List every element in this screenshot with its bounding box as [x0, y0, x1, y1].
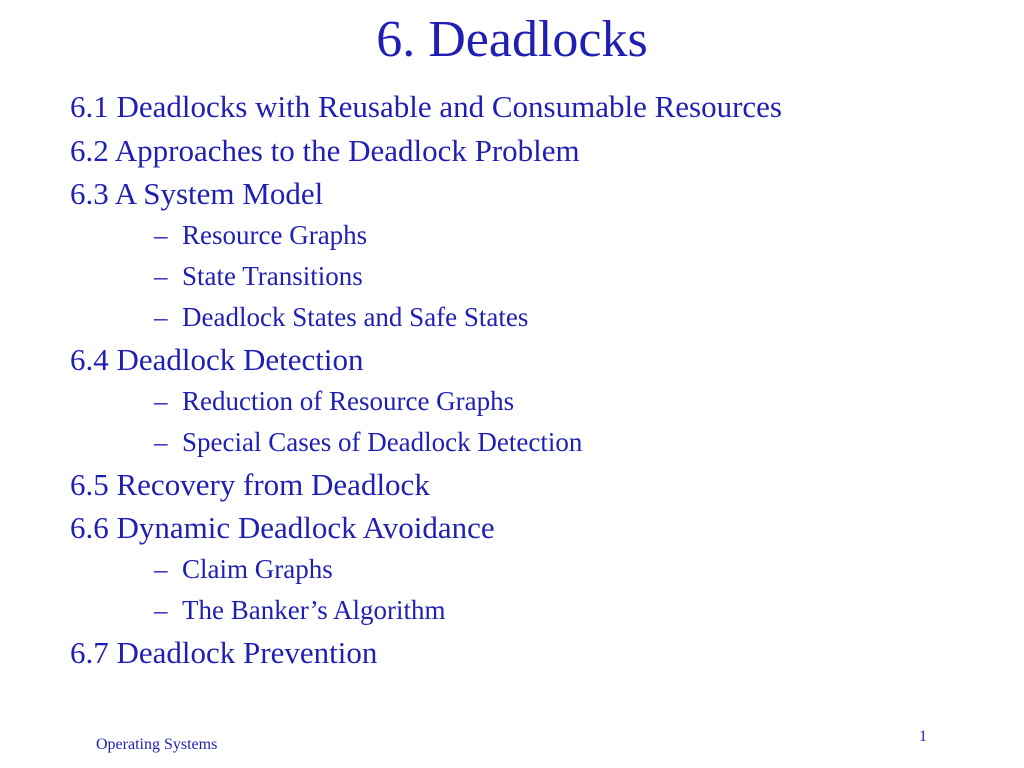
- subsection-label: Deadlock States and Safe States: [182, 302, 529, 332]
- slide-number: 1: [919, 728, 927, 745]
- dash-bullet: –: [154, 554, 168, 584]
- dash-bullet: –: [154, 386, 168, 416]
- subsection-state-transitions: [70, 256, 970, 297]
- section-6-3: 6.3 A System Model: [70, 176, 324, 211]
- subsection-label: Reduction of Resource Graphs: [182, 386, 515, 416]
- subsection-reduction: [70, 381, 970, 422]
- footer-course-title: Operating Systems: [96, 736, 218, 753]
- subsection-label: Claim Graphs: [182, 554, 333, 584]
- subsection-claim-graphs: [70, 549, 970, 590]
- dash-bullet: –: [154, 220, 168, 250]
- section-6-2: 6.2 Approaches to the Deadlock Problem: [70, 133, 580, 168]
- section-6-7: 6.7 Deadlock Prevention: [70, 635, 378, 670]
- subsection-label: Resource Graphs: [182, 220, 368, 250]
- page-title: 6. Deadlocks: [376, 11, 648, 68]
- section-6-1: 6.1 Deadlocks with Reusable and Consumable Resources: [70, 89, 782, 124]
- section-6-5: 6.5 Recovery from Deadlock: [70, 467, 430, 502]
- subsection-label: Special Cases of Deadlock Detection: [182, 427, 583, 457]
- section-6-6: 6.6 Dynamic Deadlock Avoidance: [70, 510, 495, 545]
- dash-bullet: –: [154, 427, 168, 457]
- subsection-bankers-algorithm: [70, 590, 970, 631]
- subsection-deadlock-states: [70, 297, 970, 338]
- table-of-contents: [70, 84, 970, 674]
- dash-bullet: –: [154, 595, 168, 625]
- section-6-4: 6.4 Deadlock Detection: [70, 342, 364, 377]
- dash-bullet: –: [154, 302, 168, 332]
- dash-bullet: –: [154, 261, 168, 291]
- subsection-resource-graphs: [70, 215, 970, 256]
- subsection-special-cases: [70, 422, 970, 463]
- subsection-label: The Banker’s Algorithm: [182, 595, 446, 625]
- subsection-label: State Transitions: [182, 261, 363, 291]
